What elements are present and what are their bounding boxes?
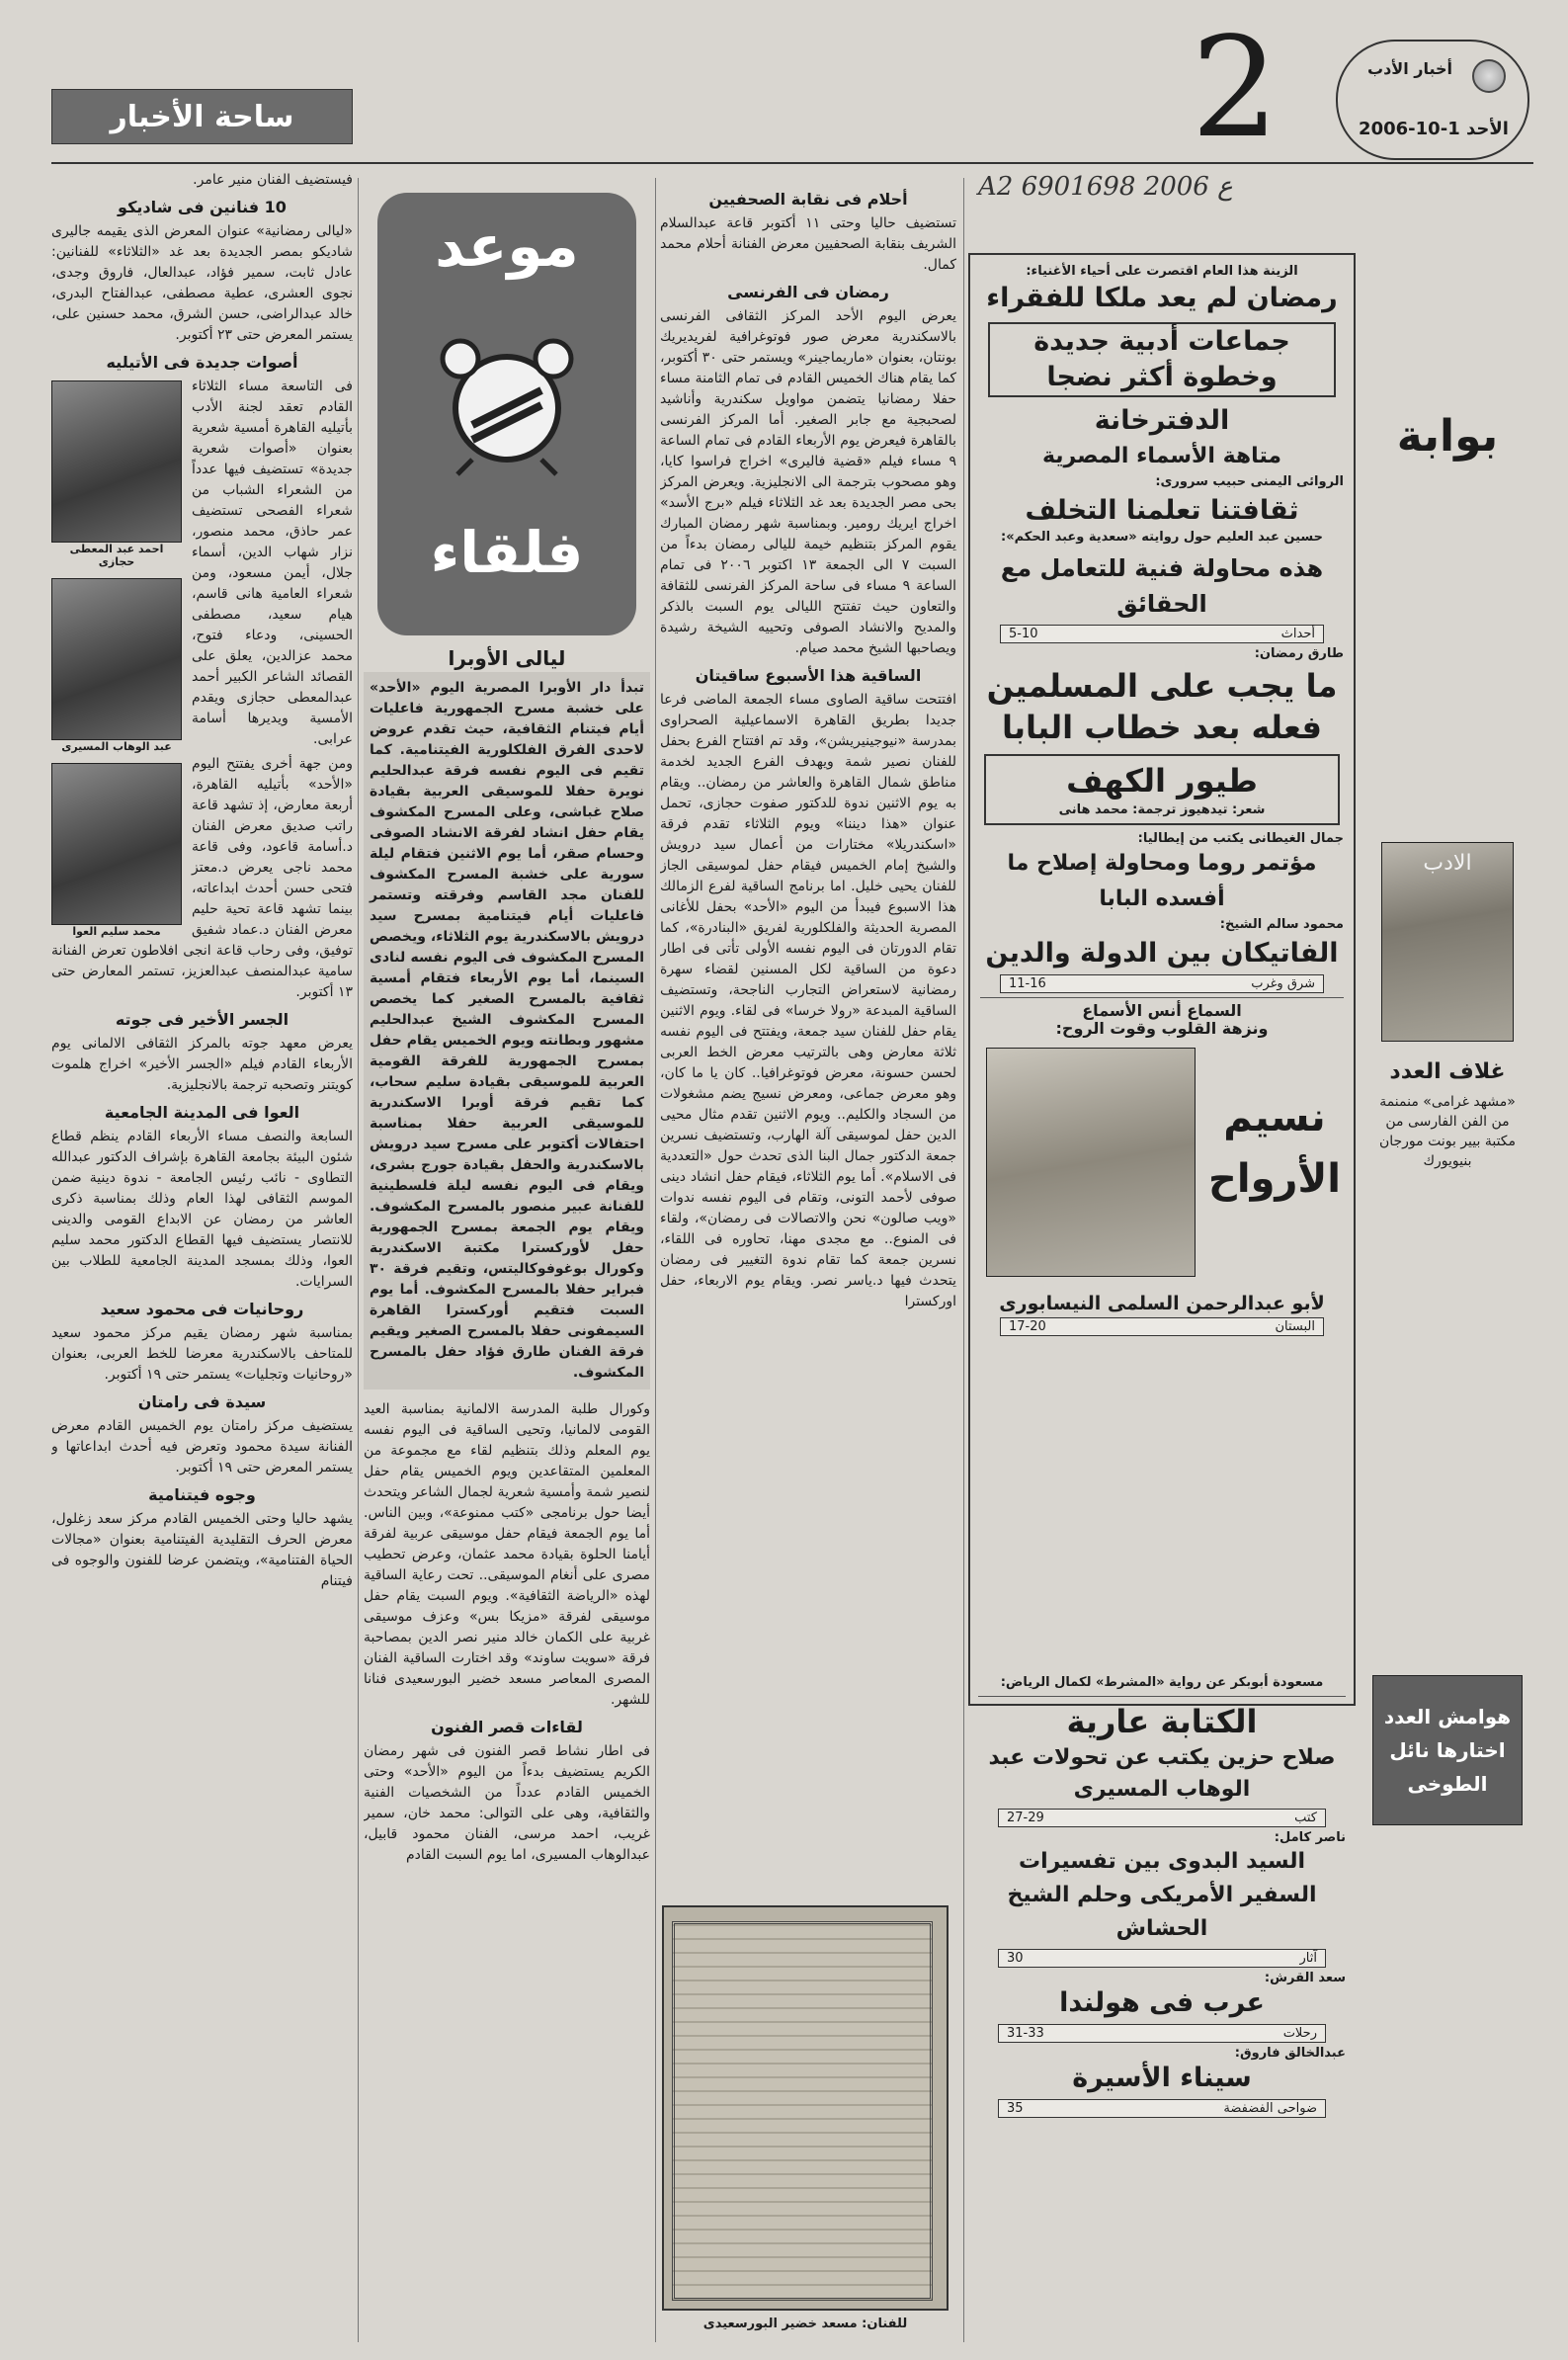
toc-section: كتب: [1294, 1811, 1317, 1825]
toc-author: الروائى اليمنى حبيب سرورى:: [1155, 474, 1344, 489]
toc-author: سعد القرش:: [1264, 1971, 1346, 1985]
news-intro: فيستضيف الفنان منير عامر.: [193, 172, 353, 188]
contents-box-lower: [968, 1670, 1356, 2342]
toc-author: محمود سالم الشيخ:: [1219, 917, 1344, 932]
toc-section: أحداث: [1280, 627, 1315, 641]
toc-subtitle: شعر: تيدهيوز ترجمة: محمد هانى: [1058, 802, 1266, 817]
toc-pages: 11-16: [1009, 976, 1046, 991]
news-item-body: تستضيف حاليا وحتى ١١ أكتوبر قاعة عبدالسلام الشريف بنقابة الصحفيين معرض الفنانة أحلام محمد كمال.: [660, 215, 956, 273]
news-item-title: أصوات جديدة فى الأتيليه: [106, 353, 298, 372]
publication-date: الأحد 1-10-2006: [1359, 119, 1509, 139]
news-item-body: فى التاسعة مساء الثلاثاء القادم تعقد لجنة الأدب بأتيليه القاهرة أمسية شعرية بعنوان «أصوات شعرية جديدة» تستضيف فيها عدداً من الشعراء الشباب من شعراء الفصحى تستضيف عمر حاذق، محمد منصور، نزار شهاب الدين، أسماء جلال، أيمن مسعود، ومن شعراء العامية هانى قاسم، هيام سعيد، مصطفى الحسينى، ودعاء فتوح، محمد عزالدين، يعلق على القصائد الشاعر الكبير أحمد عبدالمعطى حجازى ويقدم الأمسية ويديرها أسامة عرابى.: [192, 379, 353, 747]
page-number: 2: [1191, 8, 1279, 169]
toc-title: صلاح حزين يكتب عن تحولات عبد الوهاب المسيرى: [988, 1745, 1336, 1802]
toc-author: جمال الغيطانى يكتب من إيطاليا:: [1137, 831, 1344, 846]
calligraphy-artwork: [662, 1905, 949, 2311]
toc-title: جماعات أدبية جديدة وخطوة أكثر نضجا: [1033, 326, 1290, 392]
feature-miniature: [986, 1048, 1196, 1277]
toc-pages: 5-10: [1009, 627, 1038, 641]
toc-author: عبدالخالق فاروق:: [1234, 2046, 1346, 2061]
toc-title: ثقافتنا تعلمنا التخلف: [1025, 495, 1299, 526]
cover-title: غلاف العدد: [1389, 1059, 1506, 1084]
toc-title: الفاتيكان بين الدولة والدين: [985, 938, 1339, 969]
toc-title: رمضان لم يعد ملكا للفقراء: [986, 283, 1338, 313]
toc-entry: [980, 263, 1344, 316]
news-item-title: الجسر الأخير فى جوته: [115, 1010, 289, 1029]
margins-label: هوامش العدد اختارها نائل الطوخى: [1383, 1705, 1512, 1796]
toc-title: سيناء الأسيرة: [1072, 2063, 1252, 2093]
toc-pages: 31-33: [1007, 2026, 1044, 2041]
toc-entry: [980, 665, 1344, 748]
cover-description: «مشهد غرامى» منمنمة من الفن الفارسى من مكتبة بيير بونت مورجان بنيويورك: [1378, 1094, 1517, 1169]
news-item-title: الساقية هذا الأسبوع ساقيتان: [695, 666, 922, 685]
portrait-photo: [51, 380, 182, 543]
toc-title: هذه محاولة فنية للتعامل مع الحقائق: [1000, 554, 1324, 618]
opera-box: [364, 672, 650, 1390]
news-item-title: العوا فى المدينة الجامعية: [104, 1103, 300, 1122]
portrait-photo: [51, 578, 182, 740]
news-item-body: يستضيف مركز رامتان يوم الخميس القادم معرض الفنانة سيدة محمود وتعرض فيه أحدث ابداعاتها و يستمر المعرض حتى ١٩ أكتوبر.: [51, 1418, 353, 1475]
photo-caption: محمد سليم العوا: [72, 925, 161, 938]
toc-subtitle: متاهة الأسماء المصرية: [1041, 444, 1282, 468]
artwork-caption: للفنان: مسعد خضير البورسعيدى: [702, 2317, 908, 2331]
feature-block: [980, 1048, 1344, 1285]
appointment-graphic: [377, 193, 636, 635]
toc-title: طيور الكهف: [1066, 762, 1258, 800]
toc-title: السيد البدوى بين تفسيرات السفير الأمريكى وحلم الشيخ الحشاش: [1007, 1849, 1317, 1941]
sidebar: [1362, 259, 1533, 2344]
toc-kicker: الزينة هذا العام اقتصرت على أحياء الأغنياء:: [1026, 264, 1298, 279]
contents-box: [968, 253, 1356, 1706]
toc-section: ضواحى الفضفضة: [1223, 2101, 1317, 2116]
toc-section: البستان: [1275, 1319, 1315, 1334]
toc-section: شرق وغرب: [1251, 976, 1315, 991]
toc-section-tag: [1000, 625, 1324, 643]
toc-kicker: السماع أنس الأسماع: [1082, 1001, 1242, 1020]
column-1: [51, 170, 353, 2344]
artwork-inner: [672, 1921, 933, 2301]
news-item-body: يعرض اليوم الأحد المركز الثقافى الفرنسى بالاسكندرية معرض صور فوتوغرافية لفريديريك بونتان، بعنوان «ماريماجينر» ويستمر حتى ٣٠ أكتوبر، كما يقام هناك الخميس القادم فى تمام الثامنة مساء حفلا رمضانيا يتضمن مواويل سكندرية وأناشيد لصحبجية مع جابر الصغير. أما المركز الفرنسى بالقاهرة فيعرض يوم الأربعاء القادم فى تمام الساعة ٩ مساء فيلم «قضية فاليرى» اخراج فراسوا كايا، وهو مصحوب بترجمة الى الانجليزية. ويعرض المركز بحى مصر الجديدة بعد غد الثلاثاء فيلم «برج الأسد» اخراج ايريك رومير. وبمناسبة شهر رمضان المبارك يقوم المركز بتنظيم خيمة لليالى رمضان بدءاً من السبت ٧ الى الجمعة ١٣ اكتوبر ٢٠٠٦ فى تمام الساعة ٩ مساء فى ساحة المركز الفرنسى للثقافة والتعاون حيث تفتتح الليالى يوم السبت بالذكر والمديح والانشاد الصوفى وتحييه الشيخة رشيدة ويصاحبها الشيخ محمد صيام.: [660, 308, 956, 656]
toc-section-tag: [998, 2024, 1326, 2043]
news-item-title: سيدة فى رامتان: [137, 1392, 267, 1411]
cover-image: [1381, 842, 1514, 1042]
news-item-title: 10 فنانين فى شاديكو: [118, 198, 287, 216]
toc-section-tag: [998, 2099, 1326, 2118]
toc-author: طارق رمضان:: [1254, 646, 1344, 661]
news-item-title: أحلام فى نقابة الصحفيين: [708, 190, 908, 209]
feature-title: نسيم الأرواح: [1208, 1095, 1341, 1202]
toc-entry: [980, 493, 1344, 547]
column-rule: [655, 178, 656, 2342]
toc-subtitle: حسين عبد العليم حول روايته «سعدية وعبد الحكم»:: [1001, 530, 1323, 545]
margins-box: [1372, 1675, 1523, 1825]
news-item-title: لقاءات قصر الفنون: [431, 1718, 583, 1736]
divider: [980, 997, 1344, 998]
toc-entry: [980, 936, 1344, 993]
toc-author: ناصر كامل:: [1274, 1830, 1346, 1845]
column-2: [364, 193, 650, 2342]
news-item-body: «ليالى رمضانية» عنوان المعرض الذى يقيمه جاليرى شاديكو بمصر الجديدة بعد غد «الثلاثاء» للفنانين: عادل ثابت، سمير فؤاد، عبدالعال، فاروق وجدى، نجوى العشرى، عطية مصطفى، عبدالفتاح البدرى، خالد عبدالراضى، حسن الشرق، محمد حسنين على، يستمر المعرض حتى ٢٣ أكتوبر.: [51, 223, 353, 343]
toc-entry: [980, 403, 1344, 489]
opera-body: تبدأ دار الأوبرا المصرية اليوم «الأحد» على خشبة مسرح الجمهورية فاعليات أيام فيتنام الثقافية، حيث تقدم عروض لاحدى الفرق الفلكلورية الفيتنامية. كما تقيم فى اليوم نفسه فرقة عبدالحليم نويرة حفلا للموسيقى العربية بقيادة صلاح غباشى، وعلى المسرح المكشوف يقام حفل انشاد لفرقة الانشاد الصوفى وحسام صقر، أما يوم الاثنين فتقام ليلة سورية على خشبة المسرح المكشوف للفنان مجد القاسم وفرقته وتستمر فاعليات أيام فيتنامية بمسرح سيد درويش بالاسكندرية يوم الثلاثاء، ويخصص المسرح المكشوف فى اليوم نفسه لنادى السينما، أما يوم الأربعاء فتقام أمسية ثقافية بالمسرح الصغير كما يخصص المسرح المكشوف الشيخ عبدالحليم مشهور وبطانته ويوم الخميس يقام حفل بمسرح الجمهورية للفرقة القومية العربية للموسيقى بقيادة سليم سحاب، كما تقيم فرقة أوبرا الاسكندرية للموسيقى العربية حفلا بمناسبة احتفالات أكتوبر على مسرح سيد درويش بالاسكندرية والحفل بقيادة جورج بشرى، ويقام فى اليوم نفسه ليلة فلسطينية للفنانة عبير منصور بالمسرح المكشوف. ويقام يوم الجمعة بمسرح الجمهورية حفل لأوركسترا مكتبة الاسكندرية وكورال بوغوفوكاليتس، وتقيم فرقة ٣٠ فبراير حفلا بالمسرح المكشوف. أما يوم السبت فتقيم أوركسترا القاهرة السيمفونى حفلا بالمسرح الصغير ويقيم فرقة الفنان طارق فؤاد حفل بالمسرح المكشوف.: [370, 680, 644, 1381]
photo-caption: عبد الوهاب المسيرى: [61, 740, 172, 753]
portrait-photo: [51, 763, 182, 925]
toc-pages: 17-20: [1009, 1319, 1046, 1334]
toc-subtitle: ونزهة القلوب وقوت الروح:: [1055, 1019, 1269, 1038]
news-item-body: ومن جهة أخرى يفتتح اليوم «الأحد» بأتيليه القاهرة، أربعة معارض، إذ تشهد قاعة راتب صديق معرض الفنان د.أسامة قاعود، وفى قاعة محمد ناجى يعرض د.معتز فتحى حسن أحدث ابداعاته، بينما تشهد قاعة تحية حليم معرض الفنان د.عماد شفيق توفيق، وفى رحاب قاعة انجى افلاطون تعرض الفنانة سامية عبدالمنصف عبدالعزيز، تستمر المعارض حتى ١٣ أكتوبر.: [51, 756, 353, 1000]
toc-title: ما يجب على المسلمين فعله بعد خطاب البابا: [986, 667, 1338, 746]
toc-title: الدفترخانة: [1094, 405, 1230, 436]
toc-pages: 35: [1007, 2101, 1024, 2116]
news-item-title: روحانيات فى محمود سعيد: [100, 1300, 304, 1318]
toc-section-tag: [1000, 1317, 1324, 1336]
toc-entry: [980, 550, 1344, 661]
news-item-body: السابعة والنصف مساء الأربعاء القادم ينظم قطاع شئون البيئة بجامعة القاهرة بإشراف الدكتور عبدالله التطاوى - نائب رئيس الجامعة - ندوة دينية ضمن الموسم الثقافى لهذا العام وذلك بمناسبة ذكرى العاشر من رمضان عن الابداع القومى والدينى للانتصار يستضيف فيها القطاع الدكتور محمد سليم العوا، وذلك بمسجد المدينة الجامعية للطلاب بين السرايات.: [51, 1129, 353, 1290]
handwritten-note: A2 690ع 2006 1698: [978, 172, 1233, 202]
toc-title: عرب فى هولندا: [1059, 1987, 1265, 2018]
section-banner: [51, 89, 353, 144]
news-item-title: رمضان فى الفرنسى: [727, 283, 889, 301]
toc-entry: [980, 846, 1344, 932]
section-banner-label: ساحة الأخبار: [110, 100, 294, 134]
toc-pages: 30: [1007, 1951, 1024, 1966]
gate-title: بوابة: [1396, 411, 1499, 462]
toc-section-tag: [998, 1949, 1326, 1968]
news-item-body: بمناسبة شهر رمضان يقيم مركز محمود سعيد للمتاحف بالاسكندرية معرضا للخط العربى، بعنوان «روحانيات وتجليات» يستمر حتى ١٩ أكتوبر.: [51, 1325, 353, 1383]
news-item-body: يشهد حاليا وحتى الخميس القادم مركز سعد زغلول، معرض الحرف التقليدية الفيتنامية بعنوان «مجالات الحياة الفتنامية»، ويتضمن عرضا للفنون والوجوه فى فيتنام: [51, 1511, 353, 1589]
photo-caption: احمد عبد المعطى حجازى: [69, 543, 164, 568]
news-item-body: افتتحت ساقية الصاوى مساء الجمعة الماضى فرعا جديدا بطريق القاهرة الاسماعيلية الصحراوى بمدرسة «نيوجينيريشن»، وقد تم افتتاح الفرع بحفل للفنان نصير شمة ويهدف الفرع الجديد لخدمة مناطق شمال القاهرة والعاشر من رمضان.. ويقام به يوم الاثنين ندوة للدكتور صفوت حجازى، تحمل عنوان «هذا ديننا» ويوم الثلاثاء تقدم فرقة «اسكندريلا» مختارات من أعمال سيد درويش والشيخ إمام الخميس فيقام حفل لموسيقى الجاز للفنان يحيى خليل. اما برنامج الساقية لفرع الزمالك هذا الاسبوع فيبدأ من اليوم «الأحد» بحفل للأغانى المصرية الحديثة والفلكلورية لفريق «البنادرة»، كما تقام الدورتان فى اليوم نفسه الأولى تأتى فى اطار دعوة من الساقية لكل المسنين لقضاء سهرة رمضانية لاستعراض التجارب الناجحة، وتستضيف الساقية المبدعة «رولا خرسا» فى لقاء. ويوم الاثنين يقام حفل للفنان سيد جمعة، ويفتتح فى اليوم نفسه ثلاثة معارض وهى بالترتيب معرض الخط العربى لحسن حسونة، معرض فوتوغرافيا.. كان يا ما كان، وهو معرض جماعى، ومعرض نسيج يضم مشغولات من السجاد والكليم.. ويوم الاثنين تقدم مثال محيى الدين حفل لموسيقى آلة الهارب، وتستضيف نسرين جمعة الدكتور جمال البنا الذى تحدث حول «التعددية فى الاسلام». أما يوم الثلاثاء، فيقام حفل انشاد دينى صوفى لأحمد التونى، وتقام فى اليوم نفسه ندوات «ويب صالون» نحن والاتصالات فى رمضان»، ولقاء فى المنوع.. مع مجدى مهنا، تحاوره فى اللقاء، نسرين جمعة كما تقام ندوة التغيير فى رمضان يتحدث فيها د.ياسر نصر. ويقام يوم الاربعاء، حفل اوركسترا: [660, 692, 956, 1309]
toc-section-tag: [1000, 974, 1324, 993]
alarm-clock-icon: [433, 331, 581, 479]
logo: أخبار الأدب: [1366, 59, 1453, 78]
toc-title: الكتابة عارية: [1066, 1703, 1258, 1740]
graphic-word-bottom: فلقاء: [430, 519, 584, 586]
opera-title: ليالى الأوبرا: [448, 646, 566, 670]
toc-section-tag: [998, 1809, 1326, 1827]
news-item-body: يعرض معهد جوته بالمركز الثقافى الالمانى يوم الأربعاء القادم فيلم «الجسر الأخير» اخراج هلموت كويتنر وتصحبه ترجمة بالانجليزية.: [51, 1036, 353, 1093]
feature-author: لأبو عبدالرحمن السلمى النيسابورى: [999, 1293, 1325, 1314]
photo-column: [51, 380, 182, 938]
toc-section: آثار: [1299, 1951, 1317, 1966]
divider: [978, 1696, 1346, 1697]
toc-entry-boxed: [988, 322, 1336, 397]
masthead-logo-oval: [1336, 40, 1529, 160]
toc-section: رحلات: [1282, 2026, 1317, 2041]
graphic-word-top: موعد: [435, 212, 579, 280]
column-rule: [358, 178, 359, 2342]
masthead-rule: [51, 162, 1533, 164]
news-item-body: وكورال طلبة المدرسة الالمانية بمناسبة العيد القومى لالمانيا، وتحيى الساقية فى اليوم نفسه يوم المعلم وذلك بتنظيم لقاء مع مجموعة من المعلمين المتقاعدين ويوم الخميس يقام حفل لنصير شمة وأمسية شعرية لجمال الشاعر ويتحدث أيضا حول برنامجى «كتب ممنوعة»، وبين الناس. أما يوم الجمعة فيقام حفل موسيقى عربية لفرقة أيامنا الحلوة بقيادة محمد عثمان، وعرض تحطيب مصرى على أنغام الموسيقى.. تحت رعاية الساقية لهذه «الرياضة الثقافية». ويوم السبت يقام حفل موسيقى لفرقة «مزيكا بس» وعزف موسيقى غربية على الكمان خالد منير نصر الدين بمصاحبة فرقة «سويت ساوند» وقد اختارت الساقية الفنان المصرى المعاصر مسعد خضير البورسعيدى فنانا للشهر.: [364, 1401, 650, 1708]
news-item-title: وجوه فيتنامية: [148, 1485, 256, 1504]
news-item-body: فى اطار نشاط قصر الفنون فى شهر رمضان الكريم يستضيف بدءاً من اليوم «الأحد» وحتى الخميس القادم عدداً من الشخصيات الفنية والثقافية، وهى على التوالى: محمد خان، سمير غريب، احمد مرسى، الفنان محمود قابيل، عبدالوهاب المسيرى، اما يوم السبت القادم: [364, 1743, 650, 1863]
toc-kicker: مسعودة أبوبكر عن رواية «المشرط» لكمال الرياض:: [1000, 1675, 1324, 1690]
toc-title: مؤتمر روما ومحاولة إصلاح ما أفسده البابا: [1007, 851, 1317, 911]
toc-entry: [980, 1002, 1344, 1038]
toc-entry-boxed: [984, 754, 1340, 825]
cover-label: الادب: [1423, 851, 1472, 876]
column-rule: [963, 178, 964, 2342]
globe-icon: [1472, 59, 1506, 93]
toc-pages: 27-29: [1007, 1811, 1044, 1825]
